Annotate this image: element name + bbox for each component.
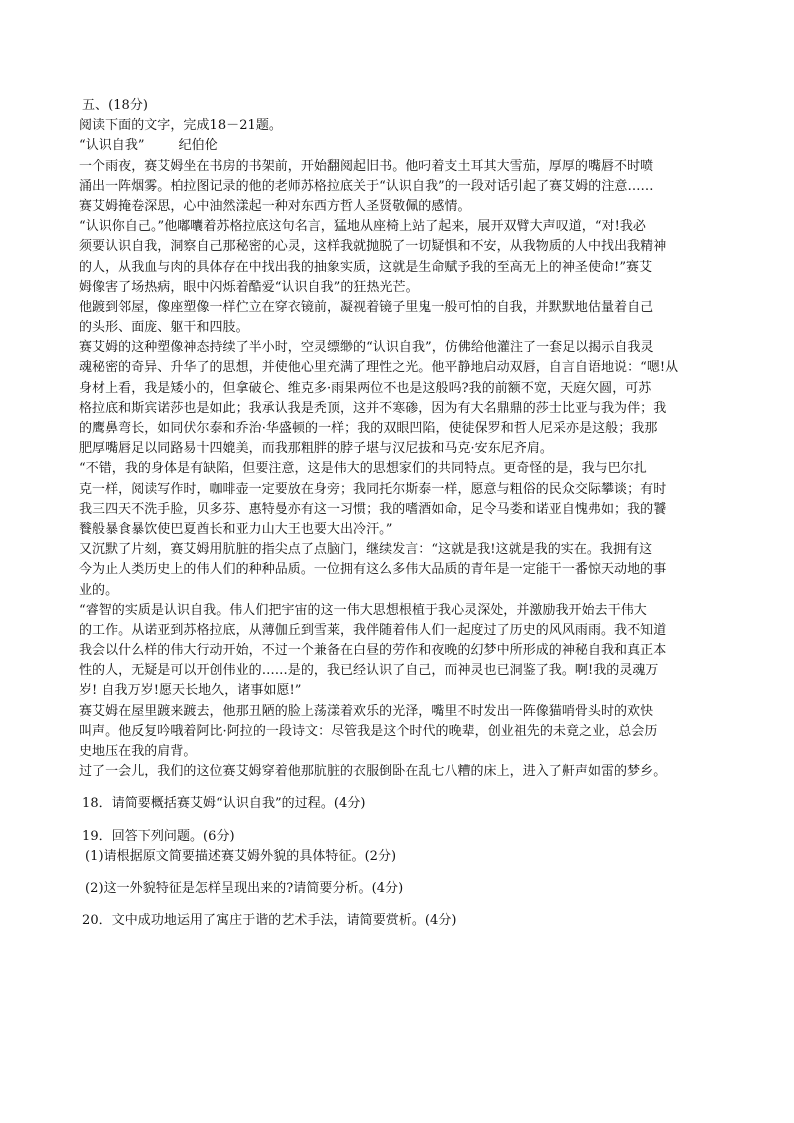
document-body <box>79 96 714 931</box>
instruction-text: 阅读下面的文字，完成18－21题。 <box>79 118 282 134</box>
paragraph-line: 一个雨夜，赛艾姆坐在书房的书架前，开始翻阅起旧书。他叼着支土耳其大雪茄，厚厚的嘴唇不时喷 <box>79 158 654 174</box>
paragraph-line: 岁! 自我万岁!愿天长地久，诸事如愿!” <box>79 683 302 699</box>
article-author: 纪伯伦 <box>178 138 218 154</box>
question-18: 18．请简要概括赛艾姆“认识自我”的过程。(4分) <box>82 796 366 812</box>
section-header: 五、(18分) <box>82 98 149 113</box>
article-title: “认识自我” <box>79 138 145 154</box>
paragraph-line: “睿智的实质是认识自我。伟人们把宇宙的这一伟大思想根植于我心灵深处，并激励我开始去干伟大 <box>79 602 647 618</box>
paragraph-line: 克一样，阅读写作时，咖啡壶一定要放在身旁；我同托尔斯泰一样，愿意与粗俗的民众交际攀谈；有时 <box>79 481 667 497</box>
question-19-part-2: (2)这一外貌特征是怎样呈现出来的?请简要分析。(4分) <box>85 880 404 896</box>
paragraph-line: 性的人，无疑是可以开创伟业的……是的，我已经认识了自己，而神灵也已洞鉴了我。啊!我的灵魂万 <box>79 663 659 679</box>
paragraph-line: 的工作。从诺亚到苏格拉底，从薄伽丘到雪莱，我伴随着伟人们一起度过了历史的风风雨雨。我不知道 <box>79 622 667 638</box>
paragraph-line: 涌出一阵烟雾。柏拉图记录的他的老师苏格拉底关于“认识自我”的一段对话引起了赛艾姆的注意…… <box>79 178 654 194</box>
paragraph-line: 餮般暴食暴饮使巴夏酋长和亚力山大王也要大出冷汗。” <box>79 521 393 537</box>
paragraph-line: 叫声。他反复吟哦着阿比·阿拉的一段诗文：尽管我是这个时代的晚辈，创业祖先的未竟之业，总会历 <box>79 723 658 739</box>
paragraph-line: 史地压在我的肩背。 <box>79 744 197 759</box>
paragraph-line: “不错，我的身体是有缺陷，但要注意，这是伟大的思想家们的共同特点。更奇怪的是，我与巴尔扎 <box>79 461 647 477</box>
paragraph-line: 的头形、面庞、躯干和四肢。 <box>79 320 249 336</box>
paragraph-line: 我三四天不洗手脸，贝多芬、惠特曼亦有这一习惯；我的嗜酒如命，足令马娄和诺亚自愧弗如；我的饕 <box>79 501 667 517</box>
paragraph-line: 须要认识自我，洞察自己那秘密的心灵，这样我就抛脱了一切疑惧和不安，从我物质的人中找出我精神 <box>79 239 667 255</box>
paragraph-line: 姆像害了场热病，眼中闪烁着酷爱“认识自我”的狂热光芒。 <box>79 279 419 295</box>
article-heading <box>79 136 714 156</box>
paragraph-line: 今为止人类历史上的伟人们的种种品质。一位拥有这么多伟大品质的青年是一定能干一番惊天动地的事 <box>79 562 667 578</box>
paragraph-line: “认识你自己。”他嘟囔着苏格拉底这句名言，猛地从座椅上站了起来，展开双臂大声叹道，“对!我必 <box>79 219 646 235</box>
paragraph-line: 的人，从我血与肉的具体存在中找出我的抽象实质，这就是生命赋予我的至高无上的神圣使命!”赛艾 <box>79 259 653 275</box>
question-19-part-1: (1)请根据原文简要描述赛艾姆外貌的具体特征。(2分) <box>85 848 397 864</box>
paragraph-line: 业的。 <box>79 582 119 598</box>
paragraph-line: 肥厚嘴唇足以同路易十四媲美，而我那粗胖的脖子堪与汉尼拔和马克·安东尼齐肩。 <box>79 441 553 457</box>
paragraph-line: 魂秘密的奇异、升华了的思想，并使他心里充满了理性之光。他平静地启动双唇，自言自语地说：“嗯!从 <box>79 360 679 376</box>
paragraph-line: 我会以什么样的伟大行动开始，不过一个兼备在白昼的劳作和夜晚的幻梦中所形成的神秘自我和真正本 <box>79 643 667 659</box>
paragraph-line: 的鹰鼻弯长，如同伏尔泰和乔治·华盛顿的一样；我的双眼凹陷，使徒保罗和哲人尼采亦是这般；我那 <box>79 421 658 436</box>
question-19: 19．回答下列问题。(6分) <box>82 828 235 844</box>
paragraph-line: 又沉默了片刻，赛艾姆用肮脏的指尖点了点脑门，继续发言：“这就是我!这就是我的实在。我拥有这 <box>79 542 653 558</box>
question-20: 20．文中成功地运用了寓庄于谐的艺术手法，请简要赏析。(4分) <box>82 913 457 929</box>
paragraph-line: 过了一会儿，我们的这位赛艾姆穿着他那肮脏的衣服倒卧在乱七八糟的床上，进入了鼾声如雷的梦乡。 <box>79 764 667 780</box>
paragraph-line: 格拉底和斯宾诺莎也是如此；我承认我是秃顶，这并不寒碜，因为有大名鼎鼎的莎士比亚与我为伴；我 <box>79 400 667 416</box>
paragraph-line: 赛艾姆的这种塑像神态持续了半小时，空灵缥缈的“认识自我”，仿佛给他灌注了一套足以揭示自我灵 <box>79 340 654 356</box>
paragraph-line: 赛艾姆掩卷深思，心中油然漾起一种对东西方哲人圣贤敬佩的感情。 <box>79 198 471 214</box>
paragraph-line: 赛艾姆在屋里踱来踱去，他那丑陋的脸上荡漾着欢乐的光泽，嘴里不时发出一阵像猫哨骨头时的欢快 <box>79 703 654 719</box>
paragraph-line: 身材上看，我是矮小的，但拿破仑、维克多·雨果两位不也是这般吗?我的前额不宽，天庭欠圆，可苏 <box>79 380 652 396</box>
paragraph-line: 他踱到邻屋，像座塑像一样伫立在穿衣镜前，凝视着镜子里鬼一般可怕的自我，并默默地估量着自己 <box>79 299 654 315</box>
